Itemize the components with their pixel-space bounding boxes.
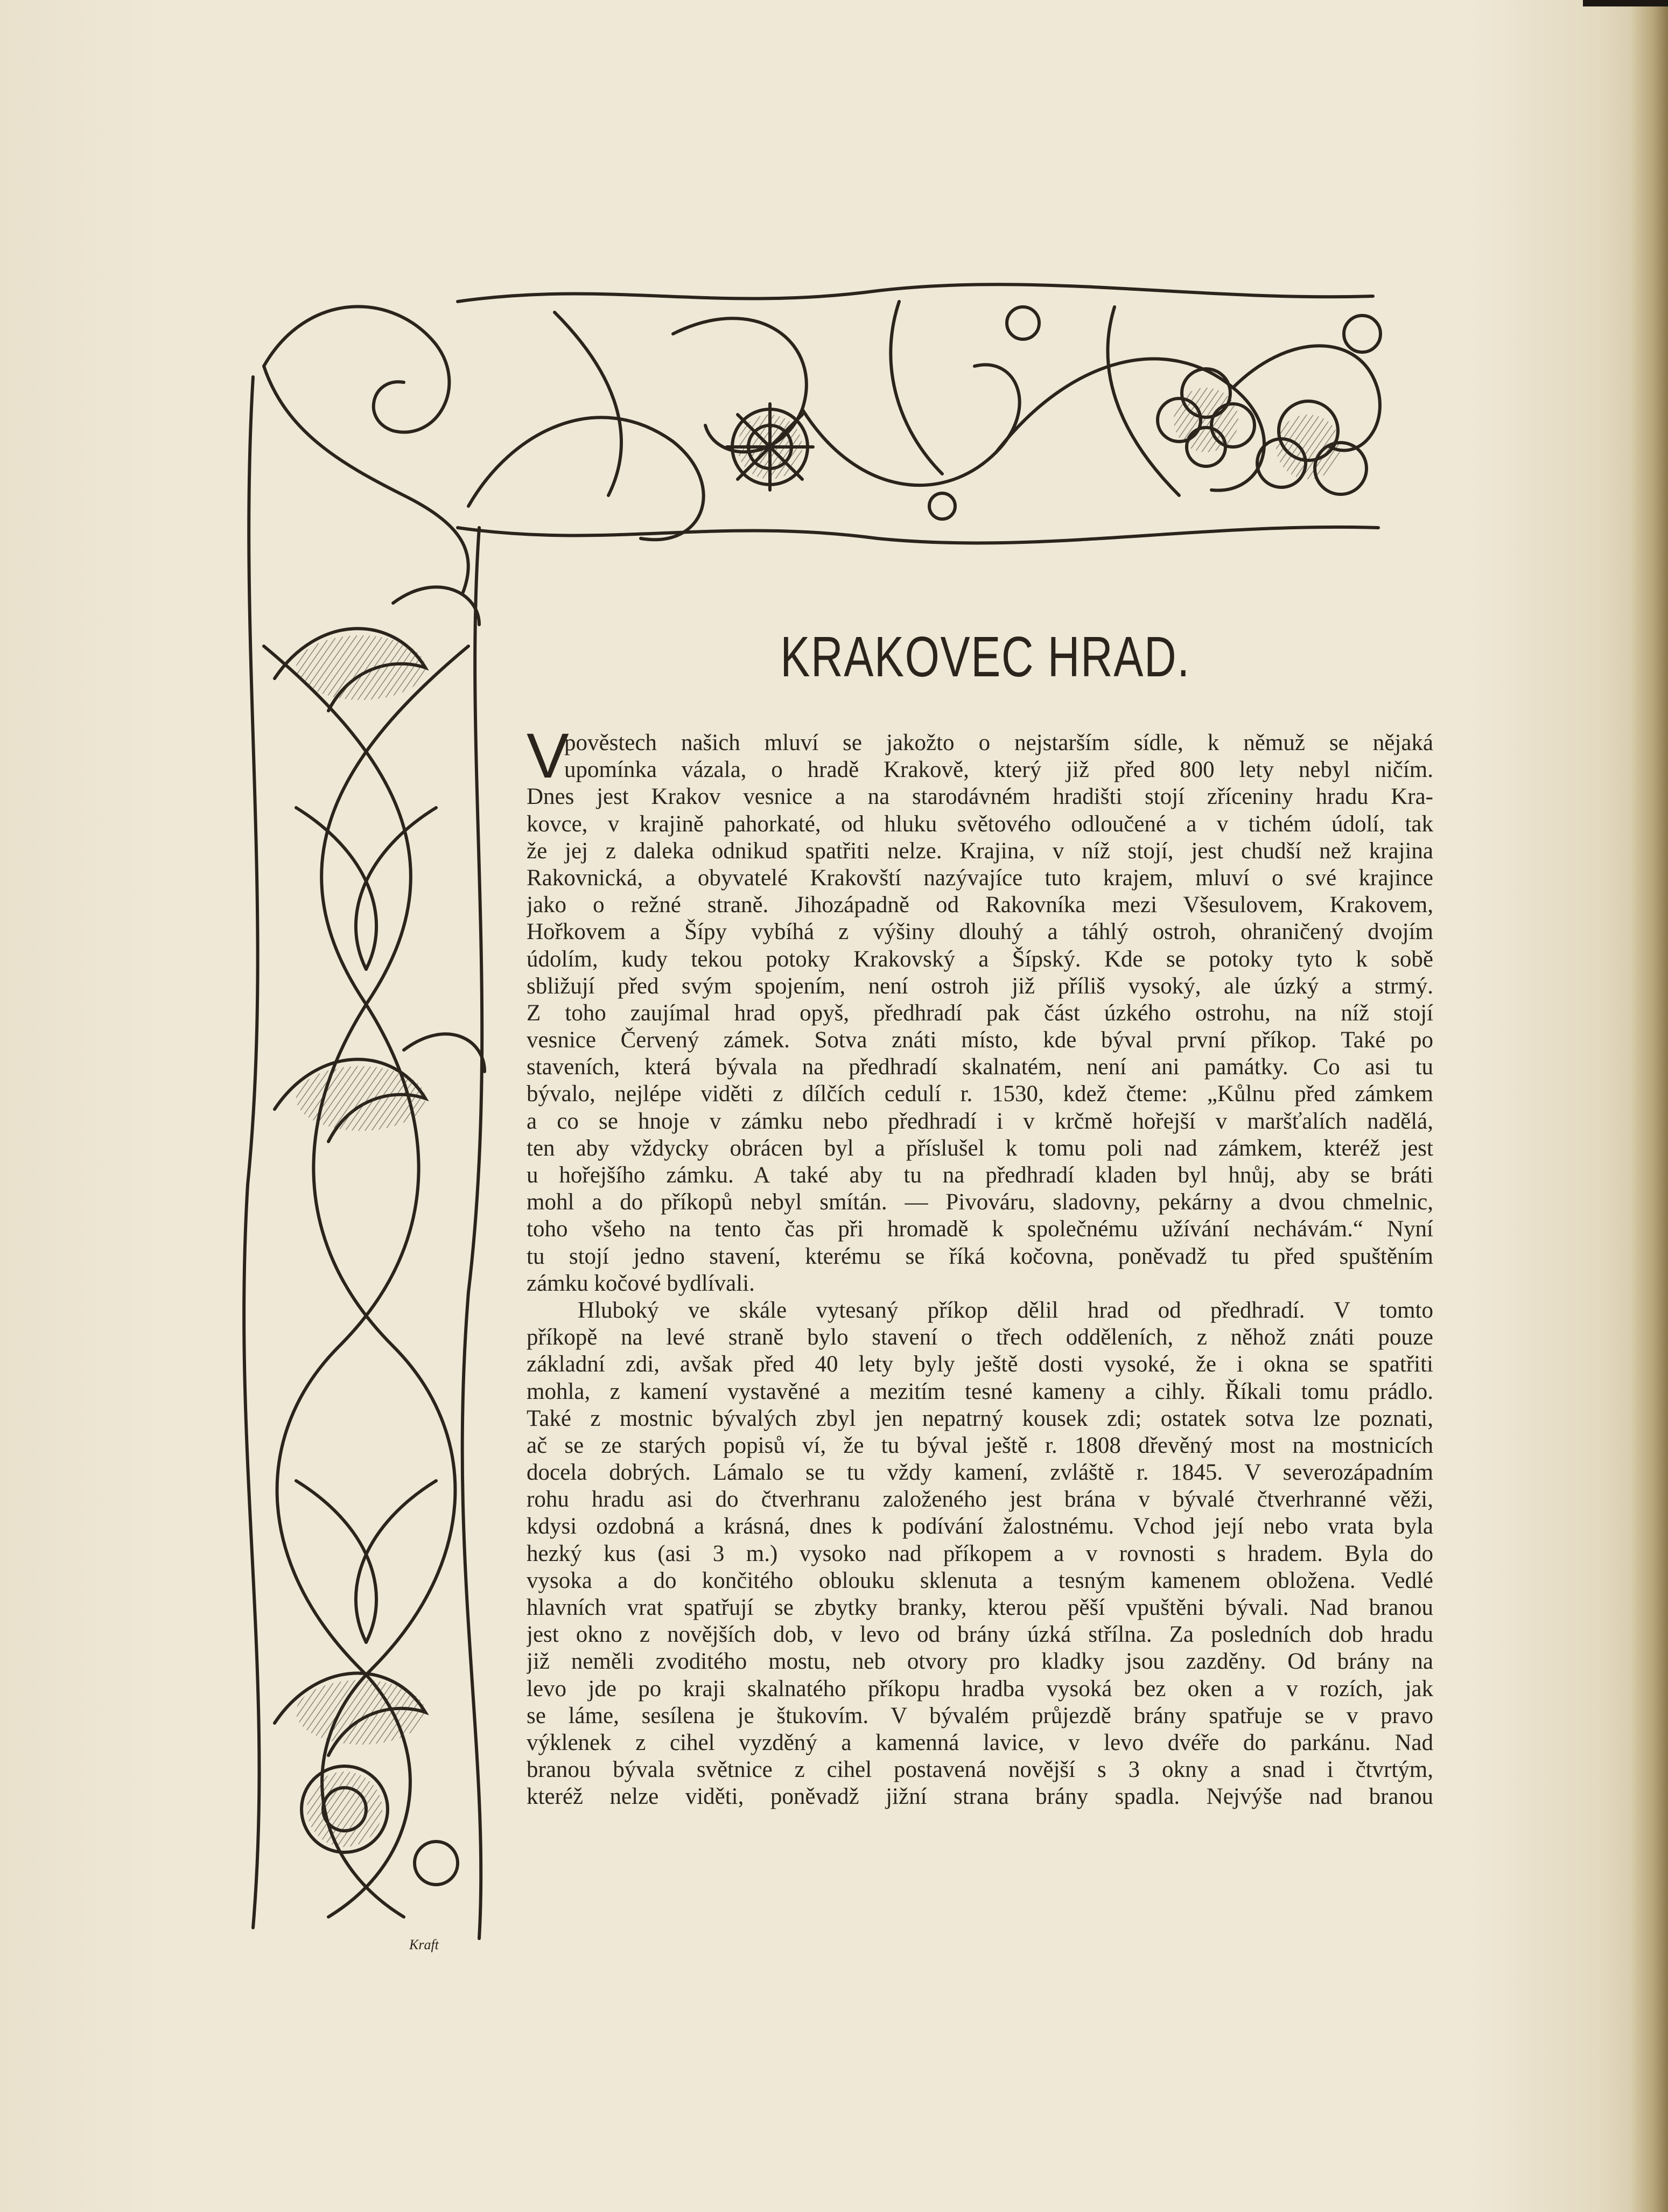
text-line: Rakovnická, a obyvatelé Krakovští nazývajíce tuto krajem, mluví o své krajince: [527, 865, 1433, 891]
text-line: kteréž nelze viděti, poněvadž jižní strana brány spadla. Nejvýše nad branou: [527, 1784, 1433, 1810]
text-line: údolím, kudy tekou potoky Krakovský a Šípský. Kde se potoky tyto k sobě: [527, 946, 1433, 972]
text-line: rohu hradu asi do čtverhranu založeného jest brána v bývalé čtverhranné věži,: [527, 1487, 1433, 1513]
text-line: vysoka a do končitého oblouku sklenuta a tesným kamenem obložena. Vedlé: [527, 1567, 1433, 1593]
text-line: Hluboký ve skále vytesaný příkop dělil hrad od předhradí. V tomto: [578, 1297, 1433, 1323]
scan-edge: [1583, 0, 1668, 6]
text-line: kdysi ozdobná a krásná, dnes k podívání žalostnému. Vchod její nebo vrata byla: [527, 1514, 1433, 1539]
text-line: základní zdi, avšak před 40 lety byly ještě dosti vysoké, že i okna se spatřiti: [527, 1352, 1433, 1377]
text-line: Hořkovem a Šípy vybíhá z výšiny dlouhý a táhlý ostroh, ohraničený dvojím: [527, 919, 1433, 945]
text-line: bývalo, nejlépe viděti z dílčích cedulí r. 1530, kdež čteme: „Kůlnu před zámkem: [527, 1081, 1433, 1107]
page-title: KRAKOVEC HRAD.: [780, 625, 1190, 689]
acanthus-leaves: [275, 587, 485, 1755]
left-column-inner-line: [462, 528, 482, 1938]
small-blossom: [929, 307, 1380, 519]
text-line: kovce, v krajině pahorkaté, od hluku světového odloučené a v tichém údolí, tak: [527, 811, 1433, 837]
text-line: Z toho zaujímal hrad opyš, předhradí pak část úzkého ostrohu, na níž stojí: [527, 1000, 1433, 1026]
text-line: výklenek z cihel vyzděný a kamenná lavice, v levo dvéře do parkánu. Nad: [527, 1730, 1433, 1755]
corner-scroll: [264, 306, 468, 592]
text-line: upomínka vázala, o hradě Krakově, který již před 800 lety nebyl ničím.: [564, 757, 1433, 783]
text-line: toho všeho na tento čas při hromadě k společnému užívání nechávám.“ Nyní: [527, 1216, 1433, 1242]
paragraph-2: [527, 1297, 1433, 1811]
text-line: jako o režné straně. Jihozápadně od Rakovníka mezi Všesulovem, Krakovem,: [527, 892, 1433, 918]
paragraph-1: [527, 730, 1433, 1297]
text-line: jest okno z novějších dob, v levo od brány úzká střílna. Za posledních dob hradu: [527, 1622, 1433, 1648]
text-line: Dnes jest Krakov vesnice a na starodávném hradišti stojí zříceniny hradu Kra-: [527, 784, 1433, 810]
engraver-signature: Kraft: [409, 1937, 439, 1952]
text-line: hlavních vrat spatřují se zbytky branky, kterou pěší vpuštěni bývali. Nad branou: [527, 1595, 1433, 1620]
text-line: u hořejšího zámku. A také aby tu na předhradí kladen byl hnůj, aby se bráti: [527, 1163, 1433, 1188]
text-line: tu stojí jedno stavení, kterému se říká kočovna, poněvadž tu před spuštěním: [527, 1243, 1433, 1269]
page-binding-edge: [1631, 0, 1668, 2212]
text-line: a co se hnoje v zámku nebo předhradí i v krčmě hořejší v maršťalích nadělá,: [527, 1108, 1433, 1134]
text-line: hezký kus (asi 3 m.) vysoko nad příkopem a v rovnosti s hradem. Byla do: [527, 1541, 1433, 1566]
body-text: [527, 730, 1433, 1811]
text-line: zámku kočové bydlívali.: [527, 1270, 755, 1296]
text-line: se láme, sesílena je štukovím. V bývalém průjezdě brány spatřuje se v pravo: [527, 1703, 1433, 1728]
text-line: pověstech našich mluví se jakožto o nejstarším sídle, k němuž se nějaká: [564, 730, 1433, 755]
text-line: ten aby vždycky obrácen byl a příslušel k tomu poli nad zámkem, kteréž jest: [527, 1135, 1433, 1161]
text-line: branou bývala světnice z cihel postavená novější s 3 okny a snad i čtvrtým,: [527, 1757, 1433, 1783]
text-line: Také z mostnic bývalých zbyl jen nepatrný kousek zdi; ostatek sotva lze poznati,: [527, 1405, 1433, 1431]
text-line: mohl a do příkopů nebyl smítán. — Pivováru, sladovny, pekárny a dvou chmelnic,: [527, 1189, 1433, 1215]
top-band-lower-line: [458, 527, 1378, 543]
text-line: mohla, z kamení vystavěné a mezitím tesné kameny a cihly. Říkali tomu prádlo.: [527, 1378, 1433, 1404]
text-line: ač se ze starých popisů ví, že tu býval ještě r. 1808 dřevěný most na mostnicích: [527, 1432, 1433, 1458]
text-line: sbližují před svým spojením, není ostroh již příliš vysoký, ale úzký a strmý.: [527, 973, 1433, 999]
text-line: levo jde po kraji skalnatého příkopu hradba vysoká bez oken a v rozích, jak: [527, 1676, 1433, 1702]
top-band-upper-line: [458, 284, 1373, 302]
text-line: staveních, která bývala na předhradí skalnatém, není ani památky. Co asi tu: [527, 1054, 1433, 1080]
text-line: již neměli zvoditého mostu, neb otvory pro kladky jsou zazděny. Od brány na: [527, 1649, 1433, 1675]
text-line: že jej z daleka odnikud spatřiti nelze. Krajina, v níž stojí, jest chudší než krajina: [527, 838, 1433, 864]
text-line: docela dobrých. Lámalo se tu vždy kamení, zvláště r. 1845. V severozápadním: [527, 1460, 1433, 1486]
top-band-scrolls: [468, 302, 1380, 540]
text-line: vesnice Červený zámek. Sotva znáti místo, kde býval první příkop. Také po: [527, 1027, 1433, 1053]
left-column-outer-line: [244, 377, 259, 1928]
text-line: příkopě na levé straně bylo stavení o třech odděleních, z něhož znáti pouze: [527, 1325, 1433, 1350]
drop-cap: V: [527, 720, 569, 792]
